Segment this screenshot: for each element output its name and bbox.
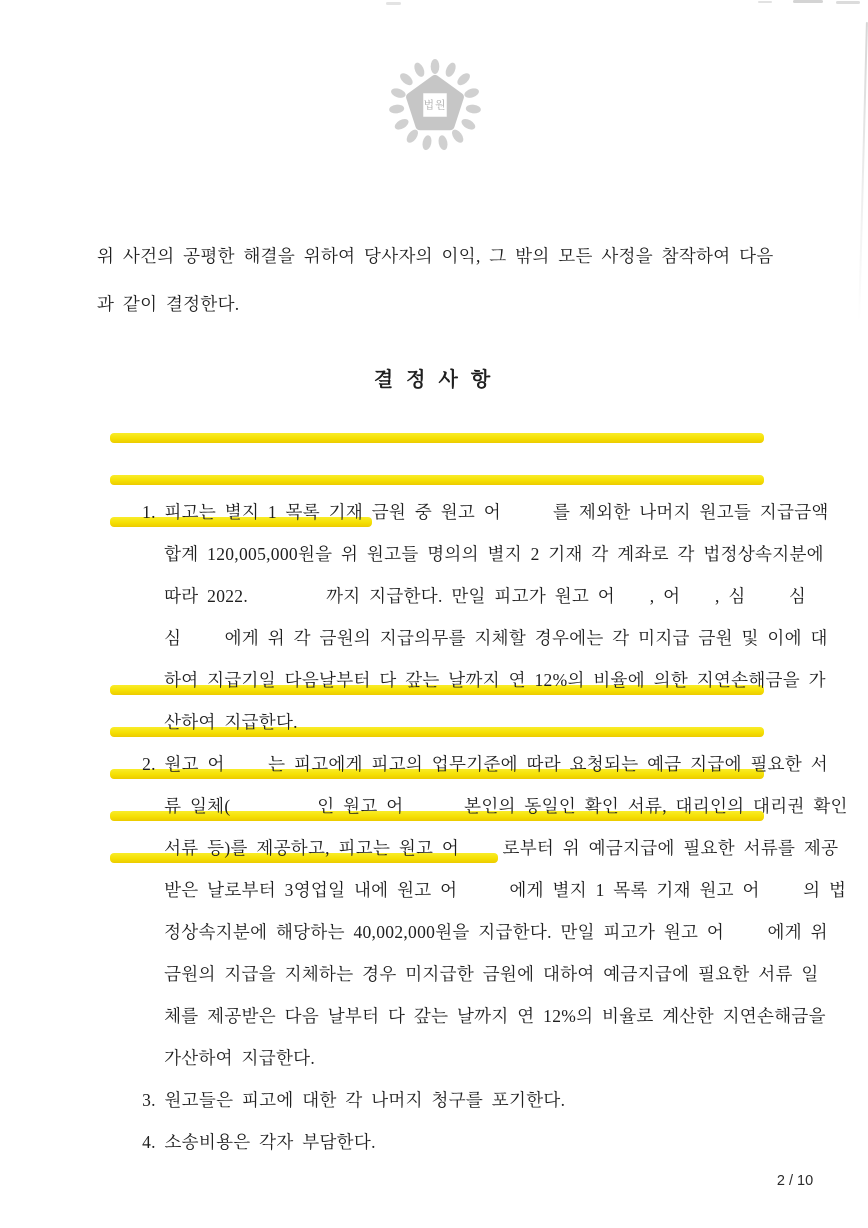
scan-artifact [758,1,772,3]
decision-line [90,407,829,522]
decision-line-text: 4. 소송비용은 각자 부담한다. [142,1132,376,1152]
page-number: 2 / 10 [776,1173,814,1189]
yellow-highlight-mark [110,433,764,443]
decision-line-text: 하여 지급기일 다음날부터 다 갚는 날까지 연 12%의 비율에 의한 지연손해금을 가 [164,670,826,690]
scan-artifact [386,2,401,5]
decision-line-text: 금원의 지급을 지체하는 경우 미지급한 금원에 대하여 예금지급에 필요한 서류 일 [164,964,819,984]
decision-line-text: 류 일체( 인 원고 어 본인의 동일인 확인 서류, 대리인의 대리권 확인 [164,796,848,816]
intro-line: 과 같이 결정한다. [97,294,240,314]
decision-line-text: 산하여 지급한다. [164,712,298,732]
decision-line-text: 받은 날로부터 3영업일 내에 원고 어 에게 별지 1 목록 기재 원고 어 의 법 [164,880,847,900]
court-seal-emblem [386,58,484,152]
intro-paragraph [97,232,789,328]
decision-line-text: 1. 피고는 별지 1 목록 기재 금원 중 원고 어 를 제외한 나머지 원고들 지급금액 [142,502,829,522]
decision-line-text: 체를 제공받은 다음 날부터 다 갚는 날까지 연 12%의 비율로 계산한 지연손해금을 [164,1006,826,1026]
intro-line: 위 사건의 공평한 해결을 위하여 당사자의 이익, 그 밖의 모든 사정을 참작하여 다음 [97,246,774,266]
scan-artifact [858,22,868,322]
decision-line-text: 가산하여 지급한다. [164,1048,316,1068]
decision-line-text: 2. 원고 어 는 피고에게 피고의 업무기준에 따라 요청되는 예금 지급에 필요한 서 [142,754,828,774]
section-heading: 결 정 사 항 [373,369,495,391]
decision-line-text: 따라 2022. 까지 지급한다. 만일 피고가 원고 어 , 어 , 심 심 [164,586,807,606]
seal-label: 법원 [423,98,447,112]
scan-artifact [836,1,860,4]
scan-artifact [793,0,823,3]
decision-line-text: 3. 원고들은 피고에 대한 각 나머지 청구를 포기한다. [142,1090,566,1110]
decision-line-text: 합계 120,005,000원을 위 원고들 명의의 별지 2 기재 각 계좌로 각 법정상속지분에 [164,544,824,564]
decision-line-text: 서류 등)를 제공하고, 피고는 원고 어 로부터 위 예금지급에 필요한 서류를 제공 [164,838,839,858]
decision-body [90,407,848,1152]
decision-line-text: 심 에게 위 각 금원의 지급의무를 지체할 경우에는 각 미지급 금원 및 이에 대 [164,628,828,648]
yellow-highlight-mark [110,475,764,485]
decision-line-text: 정상속지분에 해당하는 40,002,000원을 지급한다. 만일 피고가 원고 어 에게 위 [164,922,828,942]
